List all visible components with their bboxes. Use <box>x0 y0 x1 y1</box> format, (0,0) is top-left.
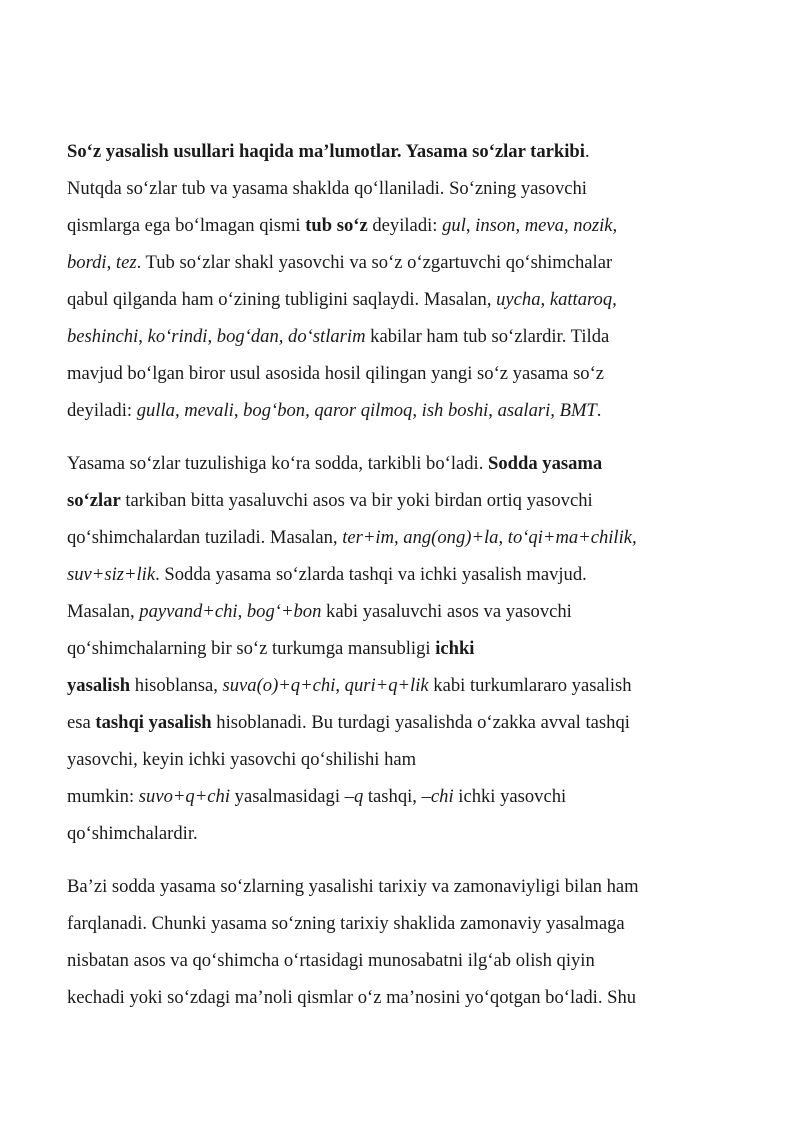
italic-run: ter+im, ang(ong)+la <box>342 527 499 548</box>
text-run: qabul qilganda ham o‘zining tubligini saqlaydi. Masalan, <box>67 289 497 310</box>
text-line <box>67 445 747 482</box>
text-line <box>67 593 747 630</box>
text-run: . Sodda yasama so‘zlarda tashqi va ichki yasalish mavjud. <box>155 564 587 585</box>
text-line <box>67 281 747 318</box>
text-run: hisoblanadi. Bu turdagi yasalishda o‘zakka avval tashqi <box>211 712 630 733</box>
text-line <box>67 355 747 392</box>
bold-run: Sodda yasama <box>488 453 603 474</box>
italic-run: tez <box>115 252 137 273</box>
text-run: kabilar ham tub so‘zlardir. Tilda <box>365 326 610 347</box>
text-run: yasovchi, keyin ichki yasovchi qo‘shilishi ham <box>67 749 417 770</box>
text-run: qo‘shimchalarning bir so‘z turkumga mansubligi <box>67 638 436 659</box>
italic-run: nozik <box>573 215 613 236</box>
text-run: tarkiban bitta yasaluvchi asos va bir yoki birdan ortiq yasovchi <box>120 490 593 511</box>
text-run: , <box>237 601 247 622</box>
text-run: esa <box>67 712 96 733</box>
text-run: Yasama so‘zlar tuzulishiga ko‘ra sodda, tarkibli bo‘ladi. <box>67 453 489 474</box>
paragraph <box>67 133 747 429</box>
italic-run: quri+q+lik <box>344 675 429 696</box>
text-run: kechadi yoki so‘zdagi ma’noli qismlar o‘z ma’nosini yo‘qotgan bo‘ladi. Shu <box>67 987 637 1008</box>
text-line <box>67 318 747 355</box>
text-run: farqlanadi. Chunki yasama so‘zning tarixiy shaklida zamonaviy yasalmaga <box>67 913 625 934</box>
text-line <box>67 133 747 170</box>
text-run: yasalmasidagi – <box>230 786 354 807</box>
text-line <box>67 519 747 556</box>
text-line <box>67 905 747 942</box>
text-line <box>67 778 747 815</box>
text-run: . <box>596 400 602 421</box>
paragraph <box>67 868 747 1016</box>
text-run: , <box>335 675 345 696</box>
text-run: . Tub so‘zlar shakl yasovchi va so‘z o‘zgartuvchi qo‘shimchalar <box>136 252 613 273</box>
text-run: qo‘shimchalardan tuziladi. Masalan, <box>67 527 343 548</box>
text-run: deyiladi: <box>367 215 443 236</box>
italic-run: gulla, mevali <box>136 400 234 421</box>
document-body <box>67 133 747 1016</box>
bold-run: so‘zlar <box>67 490 121 511</box>
text-run: , <box>488 400 498 421</box>
italic-run: suv+siz+lik <box>67 564 156 585</box>
italic-run: q <box>353 786 364 807</box>
italic-run: bog‘dan, do‘stlarim <box>216 326 366 347</box>
text-run: , <box>106 252 116 273</box>
text-run: . <box>584 141 590 162</box>
bold-run: yasalish <box>67 675 131 696</box>
italic-run: inson <box>475 215 516 236</box>
text-run: , <box>563 215 574 236</box>
italic-run: asalari, BMT <box>497 400 597 421</box>
text-run: , <box>138 326 148 347</box>
text-run: mavjud bo‘lgan biror usul asosida hosil qilingan yangi so‘z yasama so‘z <box>67 363 605 384</box>
italic-run: uycha, kattaroq, <box>496 289 617 310</box>
italic-run: meva <box>524 215 564 236</box>
text-run: , <box>515 215 525 236</box>
text-run: qo‘shimchalardir. <box>67 823 198 844</box>
text-run: Nutqda so‘zlar tub va yasama shaklda qo‘llaniladi. So‘zning yasovchi <box>67 178 587 199</box>
text-run: Masalan, <box>67 601 140 622</box>
text-run: mumkin: <box>67 786 139 807</box>
italic-run: suva(o)+q+chi <box>222 675 336 696</box>
text-run: kabi turkumlararo yasalish <box>428 675 632 696</box>
italic-run: suvo+q+chi <box>138 786 230 807</box>
italic-run: payvand+chi <box>139 601 238 622</box>
text-run: nisbatan asos va qo‘shimcha o‘rtasidagi munosabatni ilg‘ab olish qiyin <box>67 950 595 971</box>
italic-run: chi <box>430 786 454 807</box>
text-run: , <box>612 215 618 236</box>
paragraph-spacer <box>67 852 747 868</box>
italic-run: bog‘bon, qaror qilmoq, ish boshi <box>243 400 489 421</box>
italic-run: to‘qi+ma+chilik, <box>507 527 637 548</box>
bold-run: tub so‘z <box>305 215 368 236</box>
text-run: deyiladi: <box>67 400 137 421</box>
text-line <box>67 170 747 207</box>
italic-run: beshinchi <box>67 326 139 347</box>
text-line <box>67 630 747 667</box>
bold-run: ichki <box>435 638 475 659</box>
italic-run: gul <box>442 215 466 236</box>
text-run: , <box>233 400 244 421</box>
text-line <box>67 942 747 979</box>
bold-run: tashqi yasalish <box>95 712 212 733</box>
text-line <box>67 704 747 741</box>
italic-run: bog‘+bon <box>246 601 322 622</box>
text-line <box>67 244 747 281</box>
text-run: , <box>207 326 217 347</box>
text-run: tashqi, – <box>363 786 431 807</box>
paragraph <box>67 445 747 852</box>
paragraph-spacer <box>67 429 747 445</box>
text-line <box>67 207 747 244</box>
text-run: Ba’zi sodda yasama so‘zlarning yasalishi tarixiy va zamonaviyligi bilan ham <box>67 876 639 897</box>
text-line <box>67 392 747 429</box>
text-line <box>67 482 747 519</box>
bold-run: So‘z yasalish usullari haqida ma’lumotlar. Yasama so‘zlar tarkibi <box>67 141 585 162</box>
text-run: qismlarga ega bo‘lmagan qismi <box>67 215 306 236</box>
italic-run: ko‘rindi <box>147 326 208 347</box>
text-line <box>67 741 747 778</box>
italic-run: bordi <box>67 252 107 273</box>
text-line <box>67 667 747 704</box>
text-line <box>67 815 747 852</box>
text-run: , <box>498 527 508 548</box>
text-run: kabi yasaluvchi asos va yasovchi <box>321 601 572 622</box>
text-run: , <box>465 215 476 236</box>
text-line <box>67 868 747 905</box>
text-line <box>67 556 747 593</box>
text-line <box>67 979 747 1016</box>
text-run: hisoblansa, <box>130 675 223 696</box>
text-run: ichki yasovchi <box>453 786 567 807</box>
